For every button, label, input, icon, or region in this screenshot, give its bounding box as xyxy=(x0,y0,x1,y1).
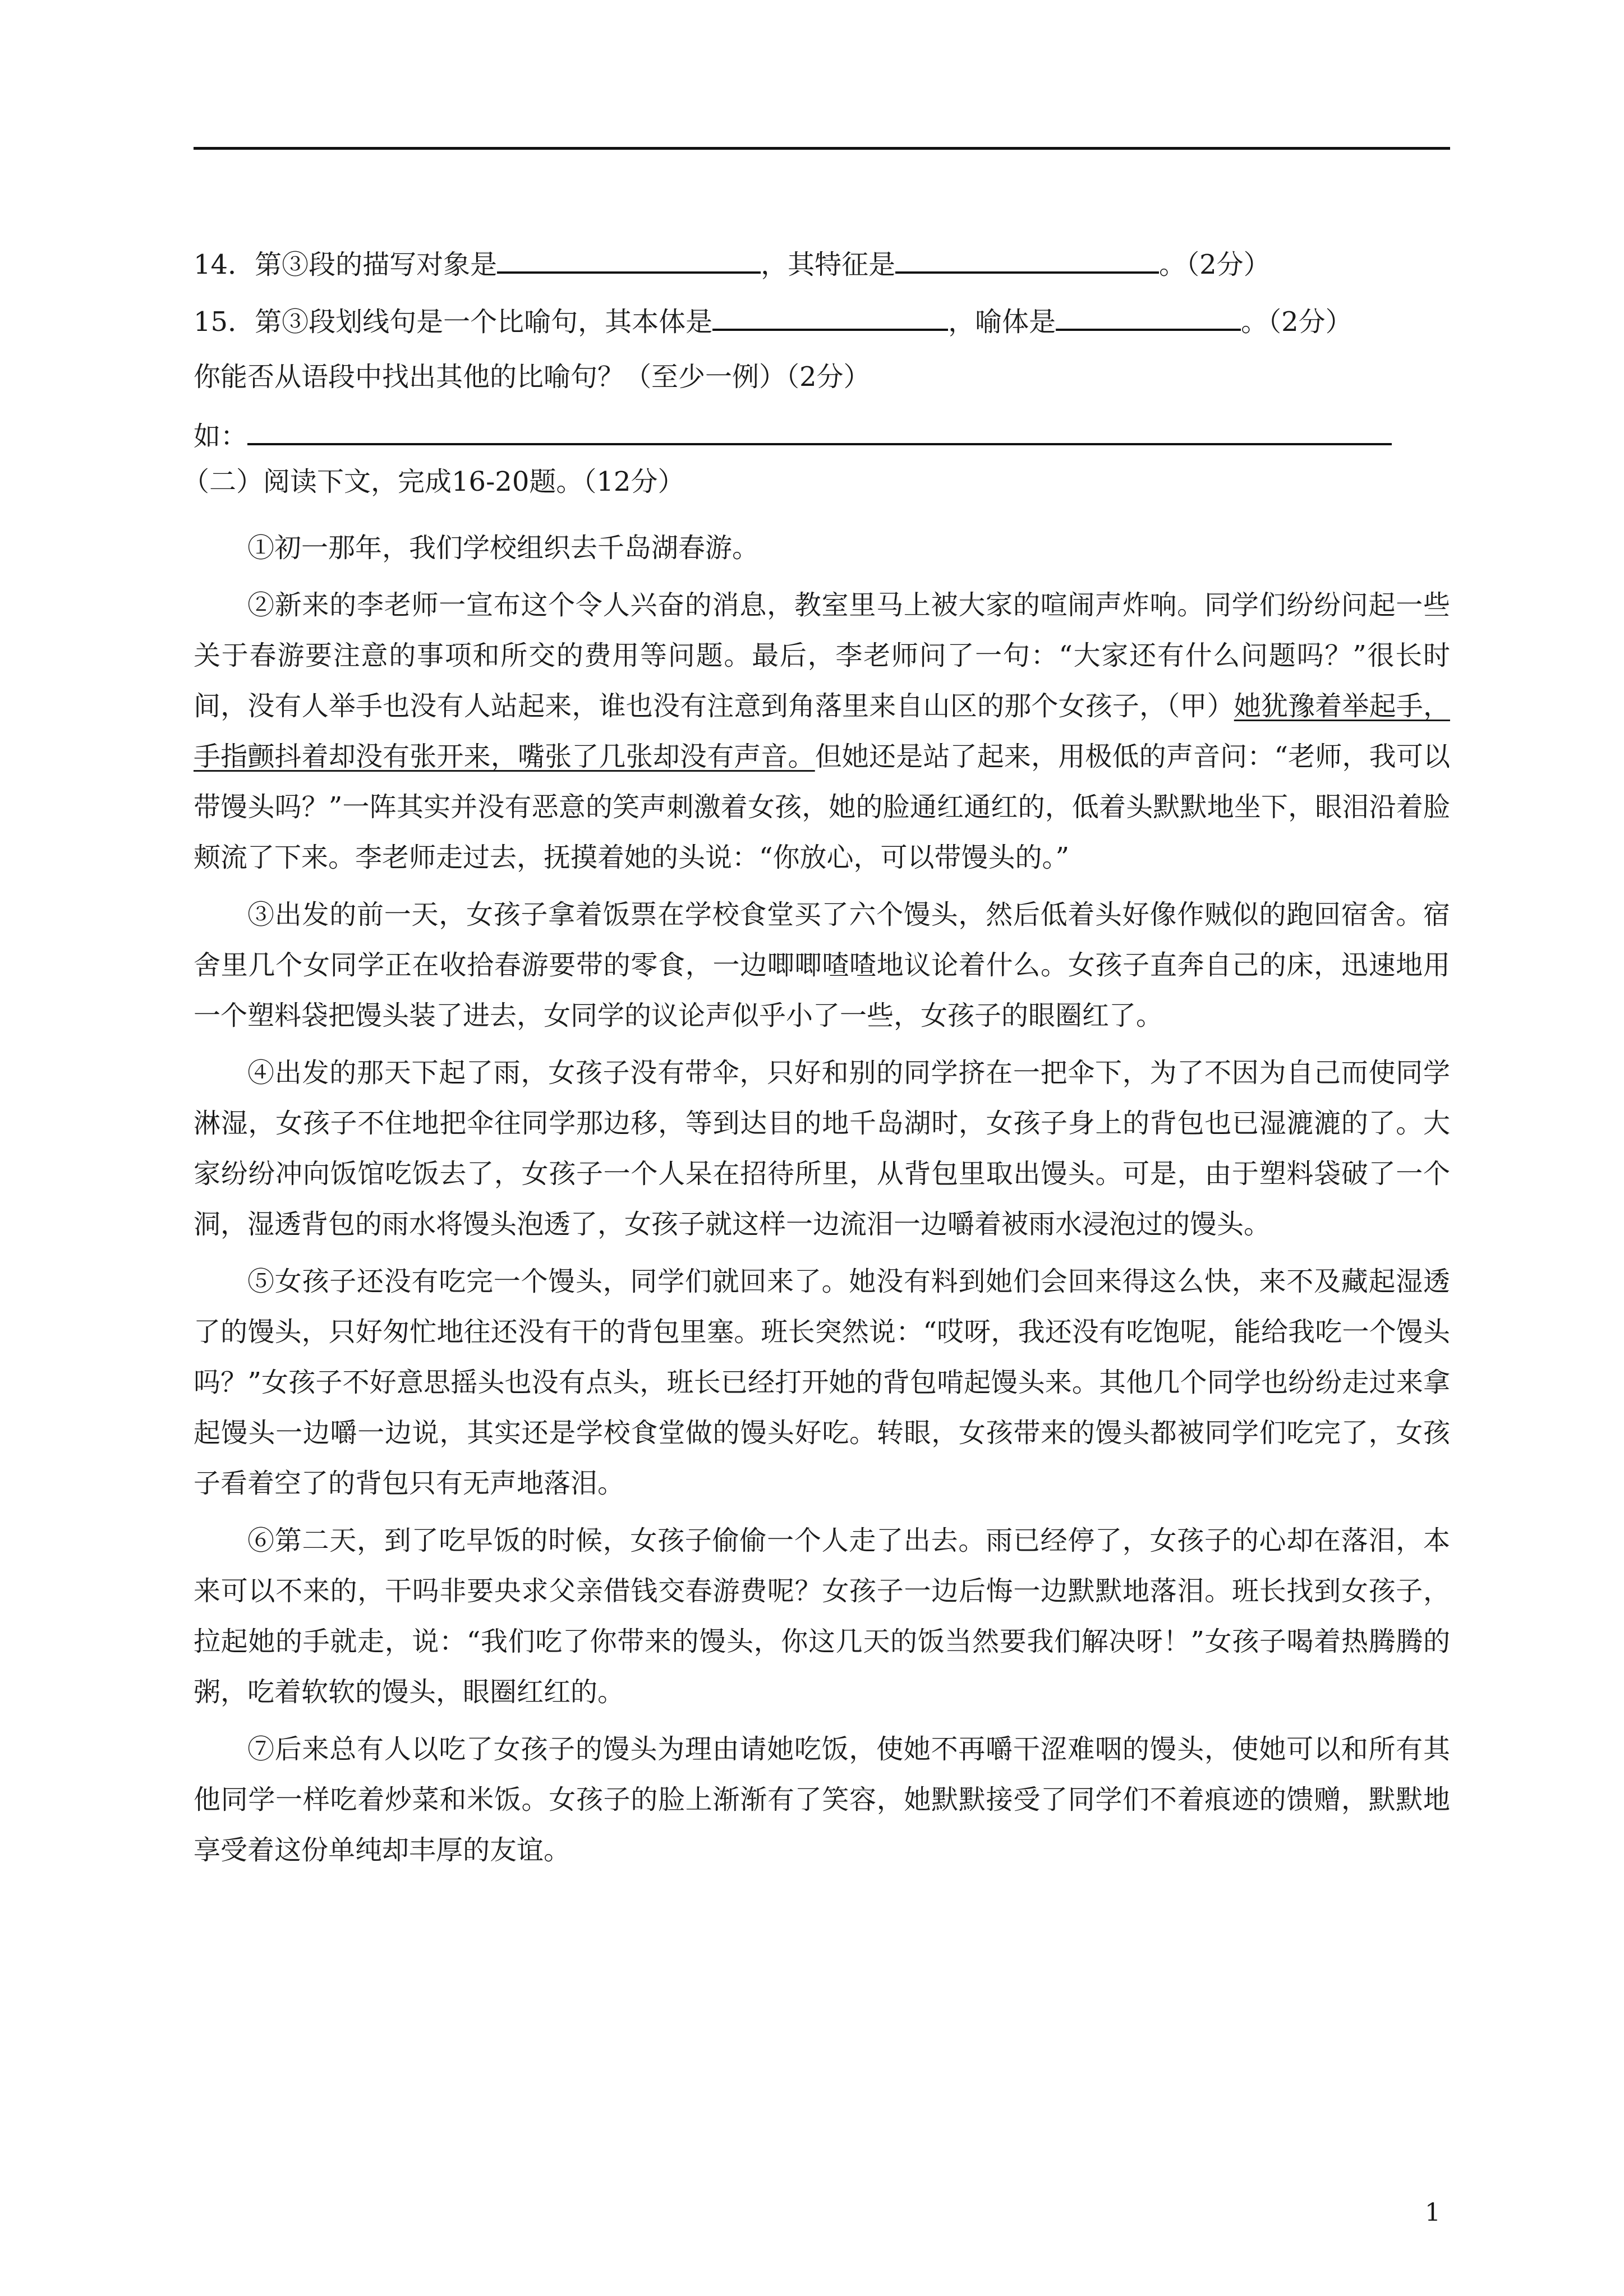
paragraph-4: ④出发的那天下起了雨，女孩子没有带伞，只好和别的同学挤在一把伞下，为了不因为自己而使同学淋湿，女孩子不住地把伞往同学那边移，等到达目的地千岛湖时，女孩子身上的背包也已湿漉漉的了。大家纷纷冲向饭馆吃饭去了，女孩子一个人呆在招待所里，从背包里取出馒头。可是，由于塑料袋破了一个洞，湿透背包的雨水将馒头泡透了，女孩子就这样一边流泪一边嚼着被雨水浸泡过的馒头。 xyxy=(194,1057,1450,1240)
header-rule xyxy=(194,147,1450,150)
answer-blank-15b[interactable] xyxy=(1056,304,1241,331)
paragraph-7: ⑦后来总有人以吃了女孩子的馒头为理由请她吃饭，使她不再嚼干涩难咽的馒头，使她可以和所有其他同学一样吃着炒菜和米饭。女孩子的脸上渐渐有了笑容，她默默接受了同学们不着痕迹的馈赠，默默地享受着这份单纯却丰厚的友谊。 xyxy=(194,1733,1450,1866)
underlined-sentence: 她犹豫着举起手，手指颤抖着却没有张开来，嘴张了几张却没有声音。 xyxy=(194,690,1450,772)
reading-passage xyxy=(182,465,1450,1882)
question-14: 14．第③段的描写对象是 ，其特征是 。（2分） xyxy=(194,247,1271,280)
question-15-followup: 你能否从语段中找出其他的比喻句？（至少一例）（2分） xyxy=(194,361,871,393)
paragraph-5: ⑤女孩子还没有吃完一个馒头，同学们就回来了。她没有料到她们会回来得这么快，来不及藏起湿透了的馒头，只好匆忙地往还没有干的背包里塞。班长突然说：“哎呀，我还没有吃饱呢，能给我吃一个馒头吗？”女孩子不好意思摇头也没有点头，班长已经打开她的背包啃起馒头来。其他几个同学也纷纷走过来拿起馒头一边嚼一边说，其实还是学校食堂做的馒头好吃。转眼，女孩带来的馒头都被同学们吃完了，女孩子看着空了的背包只有无声地落泪。 xyxy=(194,1266,1450,1499)
question-15-example: 如： xyxy=(194,418,1392,452)
paragraph-2: ②新来的李老师一宣布这个令人兴奋的消息，教室里马上被大家的喧闹声炸响。同学们纷纷问起一些关于春游要注意的事项和所交的费用等问题。最后，李老师问了一句：“大家还有什么问题吗？”很长时间，没有人举手也没有人站起来，谁也没有注意到角落里来自山区的那个女孩子，（甲）她犹豫着举起手，手指颤抖着却没有张开来，嘴张了几张却没有声音。但她还是站了起来，用极低的声音问：“老师，我可以带馒头吗？”一阵其实并没有恶意的笑声刺激着女孩，她的脸通红通红的，低着头默默地坐下，眼泪沿着脸颊流了下来。李老师走过去，抚摸着她的头说：“你放心，可以带馒头的。” xyxy=(194,589,1450,873)
answer-blank-15a[interactable] xyxy=(712,304,948,331)
paragraph-3: ③出发的前一天，女孩子拿着饭票在学校食堂买了六个馒头，然后低着头好像作贼似的跑回宿舍。宿舍里几个女同学正在收拾春游要带的零食，一边唧唧喳喳地议论着什么。女孩子直奔自己的床，迅速地用一个塑料袋把馒头装了进去，女同学的议论声似乎小了一些，女孩子的眼圈红了。 xyxy=(194,899,1450,1031)
answer-blank-15c[interactable] xyxy=(247,418,1392,445)
answer-blank-14b[interactable] xyxy=(895,247,1159,274)
page-number: 1 xyxy=(1425,2198,1441,2227)
question-15: 15．第③段划线句是一个比喻句，其本体是 ，喻体是 。（2分） xyxy=(194,304,1352,338)
section-title: （二）阅读下文，完成16-20题。（12分） xyxy=(182,466,685,497)
answer-blank-14a[interactable] xyxy=(497,247,761,274)
paragraph-1: ①初一那年，我们学校组织去千岛湖春游。 xyxy=(247,532,760,564)
paragraph-6: ⑥第二天，到了吃早饭的时候，女孩子偷偷一个人走了出去。雨已经停了，女孩子的心却在落泪，本来可以不来的，干吗非要央求父亲借钱交春游费呢？女孩子一边后悔一边默默地落泪。班长找到女孩子，拉起她的手就走，说：“我们吃了你带来的馒头，你这几天的饭当然要我们解决呀！”女孩子喝着热腾腾的粥，吃着软软的馒头，眼圈红红的。 xyxy=(194,1525,1450,1708)
